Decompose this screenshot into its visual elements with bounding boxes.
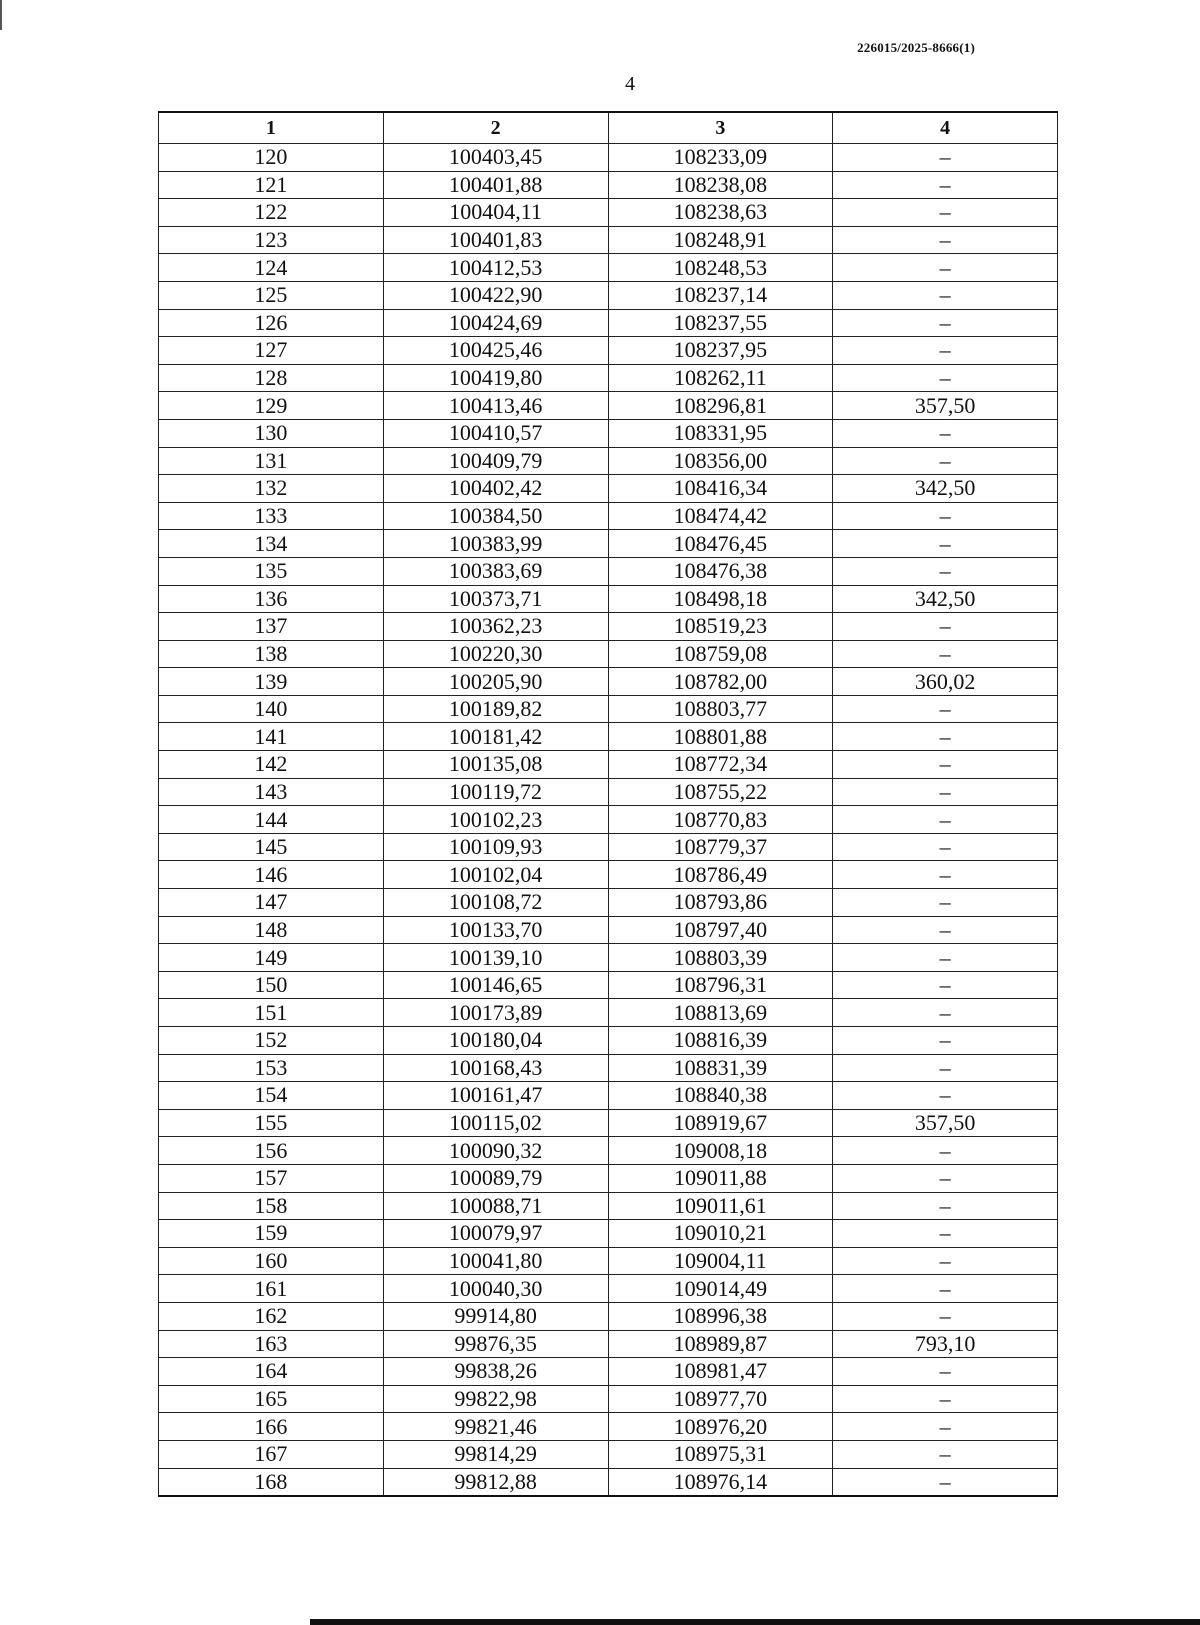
table-row	[159, 309, 1058, 337]
x-coordinate-cell: 99914,80	[383, 1302, 608, 1330]
table-row	[159, 1302, 1058, 1330]
x-coordinate-cell: 100119,72	[383, 778, 608, 806]
value-cell: –	[833, 502, 1058, 530]
x-coordinate-cell: 100404,11	[383, 199, 608, 227]
table-row	[159, 364, 1058, 392]
x-coordinate-cell: 100401,83	[383, 226, 608, 254]
table-row	[159, 999, 1058, 1027]
point-number-cell: 149	[159, 944, 384, 972]
table-row	[159, 640, 1058, 668]
x-coordinate-cell: 100402,42	[383, 475, 608, 503]
y-coordinate-cell: 108296,81	[608, 392, 833, 420]
point-number-cell: 166	[159, 1413, 384, 1441]
value-cell: –	[833, 281, 1058, 309]
point-number-cell: 123	[159, 226, 384, 254]
x-coordinate-cell: 100362,23	[383, 613, 608, 641]
value-cell: –	[833, 557, 1058, 585]
y-coordinate-cell: 108975,31	[608, 1440, 833, 1468]
table-row	[159, 281, 1058, 309]
point-number-cell: 136	[159, 585, 384, 613]
table-row	[159, 971, 1058, 999]
point-number-cell: 164	[159, 1358, 384, 1386]
x-coordinate-cell: 100189,82	[383, 695, 608, 723]
y-coordinate-cell: 108803,39	[608, 944, 833, 972]
y-coordinate-cell: 108797,40	[608, 916, 833, 944]
table-row	[159, 475, 1058, 503]
table-row	[159, 1247, 1058, 1275]
point-number-cell: 143	[159, 778, 384, 806]
value-cell: 342,50	[833, 585, 1058, 613]
y-coordinate-cell: 108770,83	[608, 806, 833, 834]
x-coordinate-cell: 100108,72	[383, 889, 608, 917]
y-coordinate-cell: 108237,95	[608, 337, 833, 365]
value-cell: –	[833, 613, 1058, 641]
value-cell: 357,50	[833, 392, 1058, 420]
table-row	[159, 1413, 1058, 1441]
point-number-cell: 144	[159, 806, 384, 834]
column-header-3: 3	[608, 112, 833, 144]
y-coordinate-cell: 108237,14	[608, 281, 833, 309]
x-coordinate-cell: 100422,90	[383, 281, 608, 309]
table-row	[159, 1275, 1058, 1303]
point-number-cell: 153	[159, 1054, 384, 1082]
table-row	[159, 530, 1058, 558]
y-coordinate-cell: 108779,37	[608, 833, 833, 861]
point-number-cell: 121	[159, 171, 384, 199]
y-coordinate-cell: 108981,47	[608, 1358, 833, 1386]
table-row	[159, 861, 1058, 889]
x-coordinate-cell: 99876,35	[383, 1330, 608, 1358]
table-row	[159, 1330, 1058, 1358]
value-cell: –	[833, 199, 1058, 227]
table-row	[159, 226, 1058, 254]
point-number-cell: 145	[159, 833, 384, 861]
x-coordinate-cell: 100089,79	[383, 1164, 608, 1192]
table-row	[159, 502, 1058, 530]
y-coordinate-cell: 108237,55	[608, 309, 833, 337]
value-cell: –	[833, 1192, 1058, 1220]
value-cell: –	[833, 1275, 1058, 1303]
y-coordinate-cell: 108813,69	[608, 999, 833, 1027]
table-row	[159, 447, 1058, 475]
y-coordinate-cell: 108816,39	[608, 1027, 833, 1055]
point-number-cell: 138	[159, 640, 384, 668]
column-header-1: 1	[159, 112, 384, 144]
value-cell: –	[833, 751, 1058, 779]
y-coordinate-cell: 108803,77	[608, 695, 833, 723]
x-coordinate-cell: 100168,43	[383, 1054, 608, 1082]
coordinates-table	[158, 111, 1058, 1497]
value-cell: –	[833, 1164, 1058, 1192]
y-coordinate-cell: 108233,09	[608, 144, 833, 172]
table-row	[159, 806, 1058, 834]
point-number-cell: 161	[159, 1275, 384, 1303]
value-cell: –	[833, 1385, 1058, 1413]
x-coordinate-cell: 100181,42	[383, 723, 608, 751]
x-coordinate-cell: 100135,08	[383, 751, 608, 779]
value-cell: –	[833, 1027, 1058, 1055]
x-coordinate-cell: 100146,65	[383, 971, 608, 999]
point-number-cell: 147	[159, 889, 384, 917]
y-coordinate-cell: 108755,22	[608, 778, 833, 806]
value-cell: –	[833, 144, 1058, 172]
table-row	[159, 1192, 1058, 1220]
table-row	[159, 778, 1058, 806]
y-coordinate-cell: 108476,38	[608, 557, 833, 585]
table-row	[159, 916, 1058, 944]
value-cell: –	[833, 1440, 1058, 1468]
y-coordinate-cell: 108786,49	[608, 861, 833, 889]
scan-bottom-bar	[310, 1619, 1200, 1625]
table-row	[159, 199, 1058, 227]
y-coordinate-cell: 108977,70	[608, 1385, 833, 1413]
point-number-cell: 159	[159, 1220, 384, 1248]
x-coordinate-cell: 100413,46	[383, 392, 608, 420]
table-body	[159, 144, 1058, 1497]
x-coordinate-cell: 100373,71	[383, 585, 608, 613]
point-number-cell: 126	[159, 309, 384, 337]
x-coordinate-cell: 100384,50	[383, 502, 608, 530]
table-row	[159, 1468, 1058, 1496]
point-number-cell: 167	[159, 1440, 384, 1468]
value-cell: –	[833, 723, 1058, 751]
y-coordinate-cell: 108238,08	[608, 171, 833, 199]
point-number-cell: 125	[159, 281, 384, 309]
y-coordinate-cell: 108331,95	[608, 419, 833, 447]
y-coordinate-cell: 108976,14	[608, 1468, 833, 1496]
x-coordinate-cell: 100161,47	[383, 1082, 608, 1110]
table-row	[159, 557, 1058, 585]
point-number-cell: 154	[159, 1082, 384, 1110]
point-number-cell: 152	[159, 1027, 384, 1055]
y-coordinate-cell: 109010,21	[608, 1220, 833, 1248]
point-number-cell: 146	[159, 861, 384, 889]
y-coordinate-cell: 108996,38	[608, 1302, 833, 1330]
value-cell: –	[833, 999, 1058, 1027]
x-coordinate-cell: 100419,80	[383, 364, 608, 392]
point-number-cell: 148	[159, 916, 384, 944]
document-reference: 226015/2025-8666(1)	[857, 40, 975, 55]
value-cell: –	[833, 1468, 1058, 1496]
point-number-cell: 160	[159, 1247, 384, 1275]
table-header-row	[159, 112, 1058, 144]
point-number-cell: 135	[159, 557, 384, 585]
point-number-cell: 168	[159, 1468, 384, 1496]
x-coordinate-cell: 100133,70	[383, 916, 608, 944]
x-coordinate-cell: 100139,10	[383, 944, 608, 972]
x-coordinate-cell: 100383,99	[383, 530, 608, 558]
value-cell: –	[833, 530, 1058, 558]
table-row	[159, 723, 1058, 751]
x-coordinate-cell: 100409,79	[383, 447, 608, 475]
point-number-cell: 133	[159, 502, 384, 530]
table-row	[159, 254, 1058, 282]
value-cell: –	[833, 1302, 1058, 1330]
x-coordinate-cell: 100173,89	[383, 999, 608, 1027]
table-row	[159, 751, 1058, 779]
table-row	[159, 144, 1058, 172]
y-coordinate-cell: 108782,00	[608, 668, 833, 696]
value-cell: –	[833, 1054, 1058, 1082]
value-cell: 357,50	[833, 1109, 1058, 1137]
x-coordinate-cell: 100090,32	[383, 1137, 608, 1165]
table-row	[159, 889, 1058, 917]
y-coordinate-cell: 108801,88	[608, 723, 833, 751]
value-cell: –	[833, 1358, 1058, 1386]
value-cell: –	[833, 1220, 1058, 1248]
value-cell: –	[833, 309, 1058, 337]
y-coordinate-cell: 108248,91	[608, 226, 833, 254]
table-row	[159, 1054, 1058, 1082]
value-cell: –	[833, 337, 1058, 365]
y-coordinate-cell: 108498,18	[608, 585, 833, 613]
y-coordinate-cell: 108238,63	[608, 199, 833, 227]
point-number-cell: 139	[159, 668, 384, 696]
x-coordinate-cell: 99821,46	[383, 1413, 608, 1441]
x-coordinate-cell: 99814,29	[383, 1440, 608, 1468]
point-number-cell: 122	[159, 199, 384, 227]
x-coordinate-cell: 100102,23	[383, 806, 608, 834]
x-coordinate-cell: 100102,04	[383, 861, 608, 889]
point-number-cell: 165	[159, 1385, 384, 1413]
table-row	[159, 833, 1058, 861]
x-coordinate-cell: 100410,57	[383, 419, 608, 447]
x-coordinate-cell: 99822,98	[383, 1385, 608, 1413]
x-coordinate-cell: 100079,97	[383, 1220, 608, 1248]
y-coordinate-cell: 109004,11	[608, 1247, 833, 1275]
value-cell: –	[833, 1082, 1058, 1110]
table-row	[159, 1137, 1058, 1165]
table-row	[159, 1220, 1058, 1248]
table-row	[159, 668, 1058, 696]
y-coordinate-cell: 108416,34	[608, 475, 833, 503]
point-number-cell: 134	[159, 530, 384, 558]
y-coordinate-cell: 109011,88	[608, 1164, 833, 1192]
point-number-cell: 137	[159, 613, 384, 641]
value-cell: –	[833, 944, 1058, 972]
y-coordinate-cell: 108831,39	[608, 1054, 833, 1082]
value-cell: –	[833, 778, 1058, 806]
y-coordinate-cell: 108248,53	[608, 254, 833, 282]
table-row	[159, 613, 1058, 641]
x-coordinate-cell: 100412,53	[383, 254, 608, 282]
point-number-cell: 142	[159, 751, 384, 779]
table-header	[159, 112, 1058, 144]
y-coordinate-cell: 108793,86	[608, 889, 833, 917]
point-number-cell: 158	[159, 1192, 384, 1220]
y-coordinate-cell: 109008,18	[608, 1137, 833, 1165]
point-number-cell: 141	[159, 723, 384, 751]
point-number-cell: 163	[159, 1330, 384, 1358]
table-row	[159, 392, 1058, 420]
x-coordinate-cell: 100040,30	[383, 1275, 608, 1303]
value-cell: 360,02	[833, 668, 1058, 696]
y-coordinate-cell: 109011,61	[608, 1192, 833, 1220]
table-row	[159, 1027, 1058, 1055]
point-number-cell: 140	[159, 695, 384, 723]
value-cell: –	[833, 419, 1058, 447]
point-number-cell: 162	[159, 1302, 384, 1330]
value-cell: –	[833, 1413, 1058, 1441]
x-coordinate-cell: 100425,46	[383, 337, 608, 365]
y-coordinate-cell: 108976,20	[608, 1413, 833, 1441]
point-number-cell: 120	[159, 144, 384, 172]
scan-edge-mark	[0, 0, 2, 30]
value-cell: –	[833, 861, 1058, 889]
table-row	[159, 1385, 1058, 1413]
value-cell: –	[833, 171, 1058, 199]
y-coordinate-cell: 108989,87	[608, 1330, 833, 1358]
value-cell: –	[833, 364, 1058, 392]
point-number-cell: 131	[159, 447, 384, 475]
y-coordinate-cell: 108519,23	[608, 613, 833, 641]
value-cell: –	[833, 640, 1058, 668]
y-coordinate-cell: 108476,45	[608, 530, 833, 558]
point-number-cell: 132	[159, 475, 384, 503]
value-cell: –	[833, 833, 1058, 861]
y-coordinate-cell: 108840,38	[608, 1082, 833, 1110]
point-number-cell: 128	[159, 364, 384, 392]
value-cell: –	[833, 971, 1058, 999]
table-row	[159, 1082, 1058, 1110]
point-number-cell: 130	[159, 419, 384, 447]
y-coordinate-cell: 108772,34	[608, 751, 833, 779]
x-coordinate-cell: 99838,26	[383, 1358, 608, 1386]
value-cell: –	[833, 1247, 1058, 1275]
table-row	[159, 1109, 1058, 1137]
table-row	[159, 1440, 1058, 1468]
value-cell: 342,50	[833, 475, 1058, 503]
x-coordinate-cell: 99812,88	[383, 1468, 608, 1496]
page-number: 4	[625, 73, 635, 95]
y-coordinate-cell: 108759,08	[608, 640, 833, 668]
point-number-cell: 129	[159, 392, 384, 420]
x-coordinate-cell: 100401,88	[383, 171, 608, 199]
x-coordinate-cell: 100180,04	[383, 1027, 608, 1055]
x-coordinate-cell: 100220,30	[383, 640, 608, 668]
column-header-4: 4	[833, 112, 1058, 144]
y-coordinate-cell: 108474,42	[608, 502, 833, 530]
x-coordinate-cell: 100109,93	[383, 833, 608, 861]
y-coordinate-cell: 108356,00	[608, 447, 833, 475]
point-number-cell: 157	[159, 1164, 384, 1192]
x-coordinate-cell: 100088,71	[383, 1192, 608, 1220]
value-cell: –	[833, 226, 1058, 254]
table-row	[159, 695, 1058, 723]
point-number-cell: 127	[159, 337, 384, 365]
point-number-cell: 155	[159, 1109, 384, 1137]
point-number-cell: 151	[159, 999, 384, 1027]
point-number-cell: 156	[159, 1137, 384, 1165]
table-row	[159, 419, 1058, 447]
value-cell: –	[833, 1137, 1058, 1165]
x-coordinate-cell: 100403,45	[383, 144, 608, 172]
value-cell: –	[833, 806, 1058, 834]
table-row	[159, 171, 1058, 199]
value-cell: –	[833, 254, 1058, 282]
x-coordinate-cell: 100205,90	[383, 668, 608, 696]
value-cell: –	[833, 695, 1058, 723]
y-coordinate-cell: 108262,11	[608, 364, 833, 392]
point-number-cell: 150	[159, 971, 384, 999]
table-row	[159, 1164, 1058, 1192]
y-coordinate-cell: 108919,67	[608, 1109, 833, 1137]
x-coordinate-cell: 100424,69	[383, 309, 608, 337]
x-coordinate-cell: 100383,69	[383, 557, 608, 585]
value-cell: –	[833, 889, 1058, 917]
x-coordinate-cell: 100041,80	[383, 1247, 608, 1275]
y-coordinate-cell: 109014,49	[608, 1275, 833, 1303]
table-row	[159, 337, 1058, 365]
column-header-2: 2	[383, 112, 608, 144]
table-row	[159, 1358, 1058, 1386]
table-row	[159, 585, 1058, 613]
x-coordinate-cell: 100115,02	[383, 1109, 608, 1137]
value-cell: –	[833, 447, 1058, 475]
y-coordinate-cell: 108796,31	[608, 971, 833, 999]
table-row	[159, 944, 1058, 972]
value-cell: –	[833, 916, 1058, 944]
point-number-cell: 124	[159, 254, 384, 282]
value-cell: 793,10	[833, 1330, 1058, 1358]
